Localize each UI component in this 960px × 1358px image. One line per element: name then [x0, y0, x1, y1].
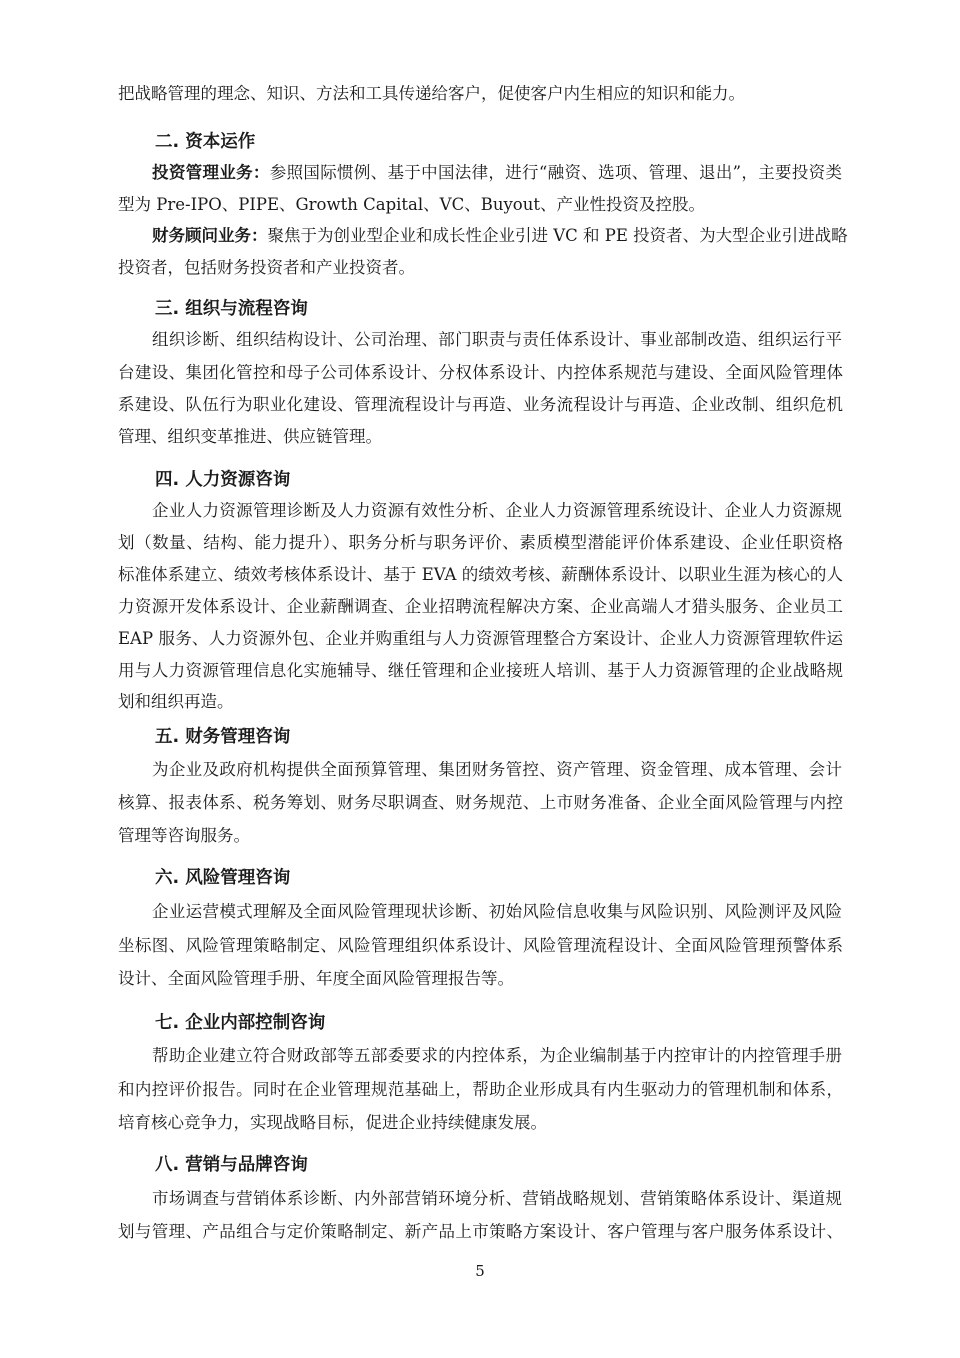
intro-line: 把战略管理的理念、知识、方法和工具传递给客户，促使客户内生相应的知识和能力。	[118, 84, 745, 103]
section-heading-hr: 四. 人力资源咨询	[155, 470, 291, 490]
page-number: 5	[475, 1262, 485, 1280]
section-heading-organization: 三. 组织与流程咨询	[155, 299, 308, 319]
paragraph-line: 坐标图、风险管理策略制定、风险管理组织体系设计、风险管理流程设计、全面风险管理预警体系	[118, 936, 843, 955]
paragraph-line: 划（数量、结构、能力提升）、职务分析与职务评价、素质模型潜能评价体系建设、企业任职资格	[118, 533, 843, 552]
paragraph-line: 管理、组织变革推进、供应链管理。	[118, 427, 382, 446]
paragraph-line: 管理等咨询服务。	[118, 826, 250, 845]
paragraph-line: 为企业及政府机构提供全面预算管理、集团财务管控、资产管理、资金管理、成本管理、会计	[152, 760, 842, 779]
paragraph-lead: 财务顾问业务：	[152, 226, 268, 245]
paragraph-line: 帮助企业建立符合财政部等五部委要求的内控体系，为企业编制基于内控审计的内控管理手册	[152, 1046, 842, 1065]
paragraph-line: 用与人力资源管理信息化实施辅导、继任管理和企业接班人培训、基于人力资源管理的企业战略规	[118, 661, 843, 680]
paragraph-line: 企业人力资源管理诊断及人力资源有效性分析、企业人力资源管理系统设计、企业人力资源规	[152, 501, 842, 520]
paragraph-line: 企业运营模式理解及全面风险管理现状诊断、初始风险信息收集与风险识别、风险测评及风险	[152, 902, 842, 921]
paragraph-line: 投资者，包括财务投资者和产业投资者。	[118, 258, 415, 277]
paragraph-line: 型为 Pre-IPO、PIPE、Growth Capital、VC、Buyout、产业性投资及控股。	[118, 195, 705, 214]
paragraph-line: EAP 服务、人力资源外包、企业并购重组与人力资源管理整合方案设计、企业人力资源管理软件运	[118, 629, 843, 648]
paragraph-line: 系建设、队伍行为职业化建设、管理流程设计与再造、业务流程设计与再造、企业改制、组织危机	[118, 395, 843, 414]
paragraph-line: 投资管理业务：参照国际惯例、基于中国法律，进行“融资、选项、管理、退出”，主要投资类	[152, 163, 843, 182]
paragraph-line: 标准体系建立、绩效考核体系设计、基于 EVA 的绩效考核、薪酬体系设计、以职业生涯为核心的人	[118, 565, 843, 584]
section-heading-internal-control: 七. 企业内部控制咨询	[155, 1013, 326, 1033]
paragraph-line: 核算、报表体系、税务筹划、财务尽职调查、财务规范、上市财务准备、企业全面风险管理与内控	[118, 793, 843, 812]
paragraph-lead: 投资管理业务：	[152, 163, 270, 182]
paragraph-line: 培育核心竞争力，实现战略目标，促进企业持续健康发展。	[118, 1113, 547, 1132]
paragraph-line: 设计、全面风险管理手册、年度全面风险管理报告等。	[118, 969, 514, 988]
paragraph-line: 划和组织再造。	[118, 692, 234, 711]
section-heading-finance: 五. 财务管理咨询	[155, 727, 291, 747]
paragraph-line: 财务顾问业务：聚焦于为创业型企业和成长性企业引进 VC 和 PE 投资者、为大型企业引进战略	[152, 226, 848, 245]
paragraph-line: 组织诊断、组织结构设计、公司治理、部门职责与责任体系设计、事业部制改造、组织运行平	[152, 330, 842, 349]
paragraph-line: 力资源开发体系设计、企业薪酬调查、企业招聘流程解决方案、企业高端人才猎头服务、企业员工	[118, 597, 843, 616]
paragraph-line: 市场调查与营销体系诊断、内外部营销环境分析、营销战略规划、营销策略体系设计、渠道规	[152, 1189, 842, 1208]
paragraph-line: 台建设、集团化管控和母子公司体系设计、分权体系设计、内控体系规范与建设、全面风险管理体	[118, 363, 843, 382]
paragraph-line: 划与管理、产品组合与定价策略制定、新产品上市策略方案设计、客户管理与客户服务体系设计、	[118, 1222, 843, 1241]
section-heading-marketing: 八. 营销与品牌咨询	[155, 1155, 308, 1175]
section-heading-capital: 二. 资本运作	[155, 132, 256, 152]
section-heading-risk: 六. 风险管理咨询	[155, 868, 291, 888]
paragraph-line: 和内控评价报告。同时在企业管理规范基础上，帮助企业形成具有内生驱动力的管理机制和体系，	[118, 1080, 843, 1099]
